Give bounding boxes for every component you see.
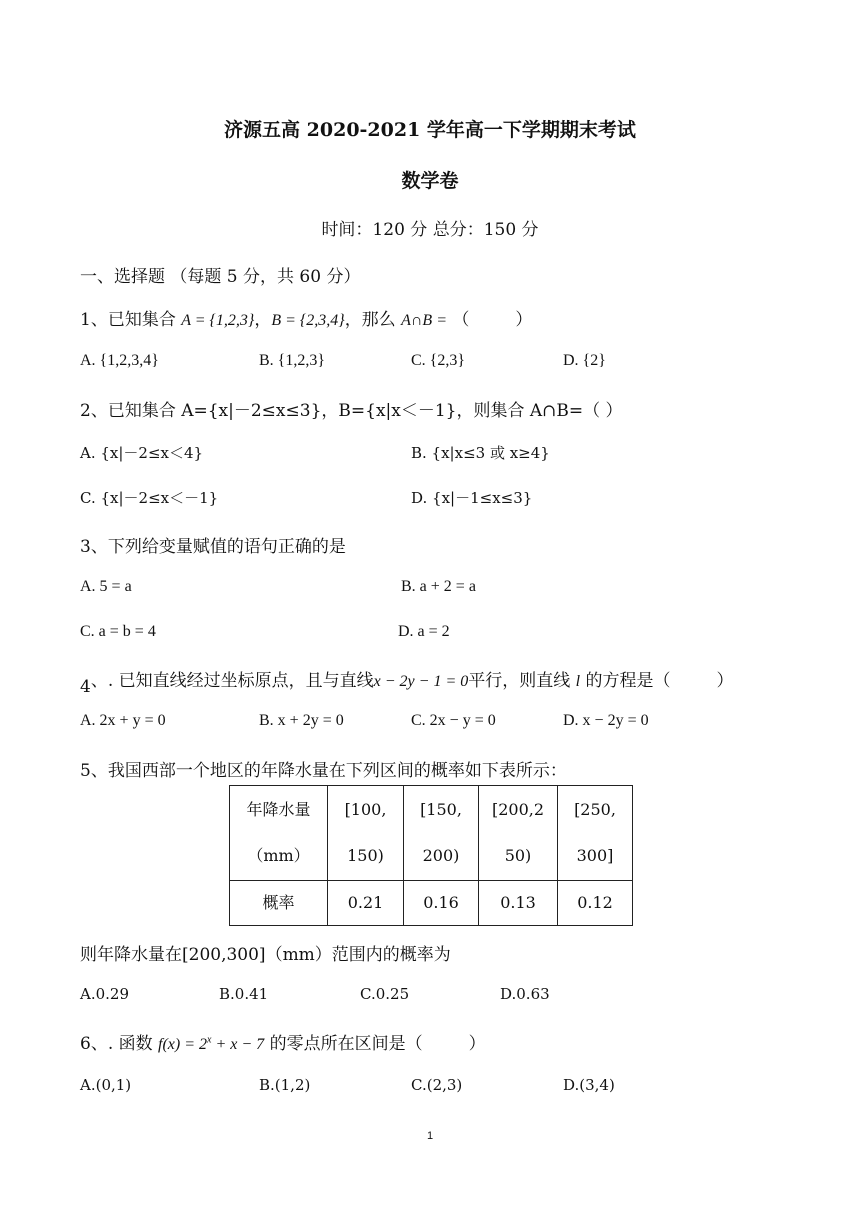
q4-number: 4 <box>80 677 91 697</box>
table-cell-probability: 0.16 <box>404 881 479 926</box>
q1-stem: 1、已知集合 <box>80 310 182 330</box>
question-2: 2、已知集合 A={x|－2≤x≤3}，B={x|x＜－1}，则集合 A∩B=（ ） <box>80 401 623 421</box>
table-cell-probability: 0.21 <box>328 881 404 926</box>
q6-paren-close: ） <box>468 1034 486 1054</box>
table-cell-interval: [250, 300] <box>558 786 633 881</box>
q4-variable: l <box>575 673 581 690</box>
q4-paren-close: ） <box>716 671 734 691</box>
table-row-probabilities <box>230 881 633 926</box>
q4-option-c: C. 2x − y = 0 <box>411 712 496 729</box>
exam-subtitle: 数学卷 <box>401 170 459 192</box>
table-header-label: 年降水量 （mm） <box>230 786 328 881</box>
q4-stem-mid: 平行，则直线 <box>468 671 576 691</box>
table-cell-interval: [200,2 50) <box>479 786 558 881</box>
section-heading: 一、选择题 （每题 5 分，共 60 分） <box>80 267 361 287</box>
q5-followup: 则年降水量在[200,300]（mm）范围内的概率为 <box>80 945 451 965</box>
q2-option-c: C. {x|－2≤x＜－1} <box>80 489 219 507</box>
q1-set-b: B = {2,3,4} <box>271 312 345 329</box>
q1-option-d: D. {2} <box>563 352 606 369</box>
q6-option-d: D.(3,4) <box>563 1076 615 1094</box>
q3-option-a: A. 5 = a <box>80 578 132 595</box>
q1-option-a: A. {1,2,3,4} <box>80 352 159 369</box>
q1-option-b: B. {1,2,3} <box>259 352 326 369</box>
q1-paren-open: （ <box>452 310 470 330</box>
q6-stem-mid: 的零点所在区间是（ <box>264 1034 423 1054</box>
q6-option-b: B.(1,2) <box>259 1076 311 1094</box>
q2-option-b: B. {x|x≤3 或 x≥4} <box>411 444 550 462</box>
q5-option-a: A.0.29 <box>80 985 129 1003</box>
table-cell-probability: 0.12 <box>558 881 633 926</box>
q4-option-d: D. x − 2y = 0 <box>563 712 649 729</box>
q5-option-c: C.0.25 <box>360 985 410 1003</box>
q5-option-b: B.0.41 <box>219 985 269 1003</box>
q6-option-a: A.(0,1) <box>80 1076 132 1094</box>
q6-stem: 6、. 函数 <box>80 1034 159 1054</box>
q2-option-a: A. {x|－2≤x＜4} <box>80 444 204 462</box>
q3-option-c: C. a = b = 4 <box>80 623 156 640</box>
q1-paren-close: ） <box>515 310 533 330</box>
table-row-label: 概率 <box>230 881 328 926</box>
page-number: 1 <box>426 1130 434 1142</box>
q4-equation: x − 2y − 1 = 0 <box>373 673 469 690</box>
table-cell-interval: [150, 200) <box>404 786 479 881</box>
question-5: 5、我国西部一个地区的年降水量在下列区间的概率如下表所示： <box>80 761 567 781</box>
question-6 <box>80 1029 486 1054</box>
q5-option-d: D.0.63 <box>500 985 550 1003</box>
q6-function: $f(x) = 2^x + x - 7$ <box>158 1034 265 1053</box>
table-cell-interval: [100, 150) <box>328 786 404 881</box>
q2-option-d: D. {x|－1≤x≤3} <box>411 489 533 507</box>
table-cell-probability: 0.13 <box>479 881 558 926</box>
q1-set-a: A = {1,2,3} <box>181 312 255 329</box>
q4-stem: 、. 已知直线经过坐标原点，且与直线 <box>90 671 374 691</box>
q6-option-c: C.(2,3) <box>411 1076 463 1094</box>
q1-option-c: C. {2,3} <box>411 352 466 369</box>
q3-option-d: D. a = 2 <box>398 623 450 640</box>
q4-stem-end: 的方程是（ <box>580 671 671 691</box>
question-1 <box>80 305 532 330</box>
q1-stem-mid: ，那么 <box>344 310 402 330</box>
exam-title: 济源五高 2020-2021 学年高一下学期期末考试 <box>224 119 636 141</box>
question-3: 3、下列给变量赋值的语句正确的是 <box>80 537 346 557</box>
q3-option-b: B. a + 2 = a <box>401 578 476 595</box>
question-4 <box>80 666 734 697</box>
q1-expression: A∩B = <box>401 312 447 329</box>
rainfall-probability-table <box>229 785 633 926</box>
q1-separator: ， <box>254 310 272 330</box>
q4-option-b: B. x + 2y = 0 <box>259 712 344 729</box>
exam-meta: 时间：120 分 总分：150 分 <box>321 220 539 240</box>
table-row-intervals <box>230 786 633 881</box>
q4-option-a: A. 2x + y = 0 <box>80 712 166 729</box>
